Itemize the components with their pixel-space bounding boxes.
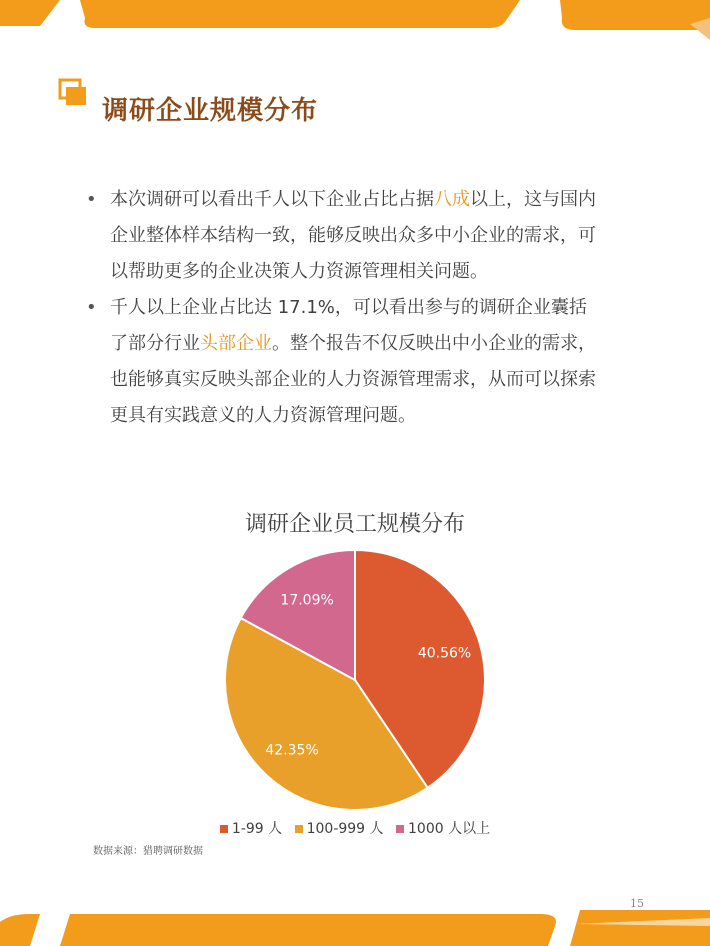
legend-label: 100-999 人 [306,821,384,837]
pie-chart [220,545,490,815]
bottom-banner-decoration [0,906,710,946]
bullet-item-1 [86,182,596,290]
legend-item-1-99 [220,818,282,838]
bullet-1-text-a: 本次调研可以看出千人以下企业占比占据 [110,189,434,210]
data-source: 数据来源：猎聘调研数据 [93,846,203,857]
pie-slice-100-999-label: 42.35% [265,742,319,759]
bullet-2-text-a: 千人以上企业占比达 17.1%，可以看出参与的调研企业囊括了部分行业 [110,297,587,354]
legend-swatch [396,825,404,833]
bullet-dot: • [86,297,97,318]
legend-swatch [220,825,228,833]
bullet-1-text-b: 以上，这与国内企业整体样本结构一致，能够反映出众多中小企业的需求，可以帮助更多的企业决策人力资源管理相关问题。 [110,189,596,282]
bullet-list [86,182,596,434]
square-bracket-icon [58,78,88,108]
bullet-item-2 [86,290,596,434]
page-number: 15 [630,897,644,910]
pie-slice-1-99-label: 40.56% [417,645,472,662]
page-title: 调研企业规模分布 [102,96,319,126]
bullet-dot: • [86,189,97,210]
bullet-2-text-b: 。整个报告不仅反映出中小企业的需求，也能够真实反映头部企业的人力资源管理需求，从而可以探索更具有实践意义的人力资源管理问题。 [110,333,596,426]
bullet-2-highlight: 头部企业 [200,333,272,354]
legend-label: 1-99 人 [231,821,283,837]
legend-item-100-999 [295,818,384,838]
top-banner-decoration [0,0,710,40]
chart-legend [0,818,710,838]
chart-title: 调研企业员工规模分布 [244,512,465,537]
legend-item-1000-plus [396,818,490,838]
bullet-1-highlight: 八成 [434,189,470,210]
pie-slice-1000-plus-label: 17.09% [280,592,334,609]
legend-swatch [295,825,303,833]
legend-label: 1000 人以上 [408,821,491,837]
